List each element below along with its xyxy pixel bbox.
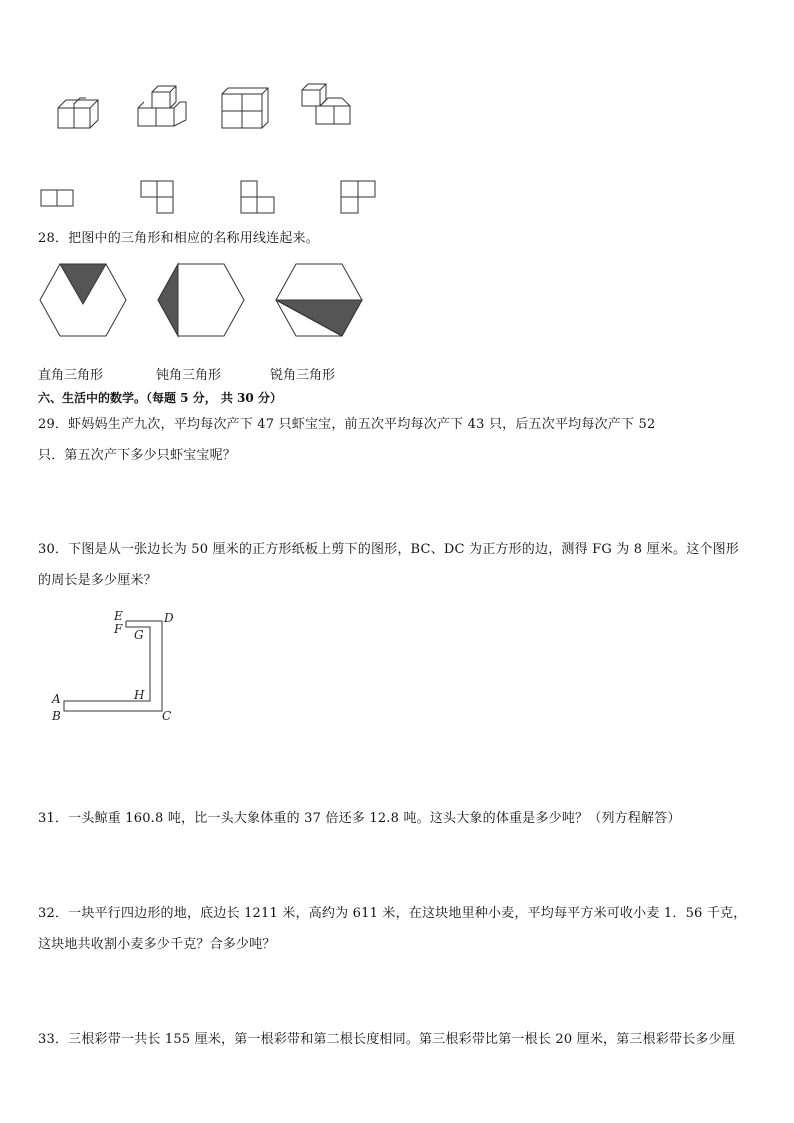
q31-text: 31．一头鲸重 160.8 吨，比一头大象体重的 37 倍还多 12.8 吨。这头大象的体重是多少吨？（列方程解答） (38, 811, 681, 826)
plane-view-2 (140, 180, 176, 216)
label-E: E (114, 609, 123, 623)
q29-line1: 29．虾妈妈生产九次，平均每次产下 47 只虾宝宝，前五次平均每次产下 43 只，后五次平均每次产下 52 (38, 417, 656, 432)
label-B: B (52, 709, 61, 723)
label-D: D (164, 611, 174, 625)
label-G: G (134, 628, 144, 642)
label-C: C (162, 709, 172, 723)
cube-solid-1 (50, 92, 108, 132)
hexagon-obtuse-triangle (156, 262, 246, 338)
label-H: H (134, 688, 145, 702)
q33-line1: 33．三根彩带一共长 155 厘米，第一根彩带和第二根长度相同。第三根彩带比第一根长 20 厘米，第三根彩带长多少厘 (38, 1032, 736, 1047)
section-6-title: 六、生活中的数学。（每题 5 分， 共 30 分） (38, 391, 282, 405)
cube-solid-4 (298, 76, 356, 132)
cube-solid-3 (218, 82, 272, 132)
hexagon-right-triangle (38, 262, 128, 338)
triangle-name-acute: 锐角三角形 (270, 368, 336, 383)
label-A: A (52, 692, 61, 706)
label-F: F (114, 622, 123, 636)
plane-view-1 (40, 188, 76, 210)
q30-line2: 的周长是多少厘米？ (38, 573, 157, 588)
triangle-name-obtuse: 钝角三角形 (156, 368, 222, 383)
q28-text: 28．把图中的三角形和相应的名称用线连起来。 (38, 231, 319, 246)
cube-solid-2 (134, 80, 194, 132)
triangle-name-right: 直角三角形 (38, 368, 104, 383)
q32-line1: 32．一块平行四边形的地，底边长 1211 米，高约为 611 米，在这块地里种小麦，平均每平方米可收小麦 1．56 千克， (38, 906, 747, 921)
hexagon-acute-triangle (274, 262, 366, 338)
plane-view-4 (340, 180, 378, 216)
q30-line1: 30．下图是从一张边长为 50 厘米的正方形纸板上剪下的图形，BC、DC 为正方形的边，测得 FG 为 8 厘米。这个图形 (38, 542, 739, 557)
plane-view-3 (240, 180, 278, 216)
l-shape-figure (50, 605, 185, 727)
q29-line2: 只．第五次产下多少只虾宝宝呢？ (38, 448, 237, 463)
q32-line2: 这块地共收割小麦多少千克？合多少吨？ (38, 937, 276, 952)
